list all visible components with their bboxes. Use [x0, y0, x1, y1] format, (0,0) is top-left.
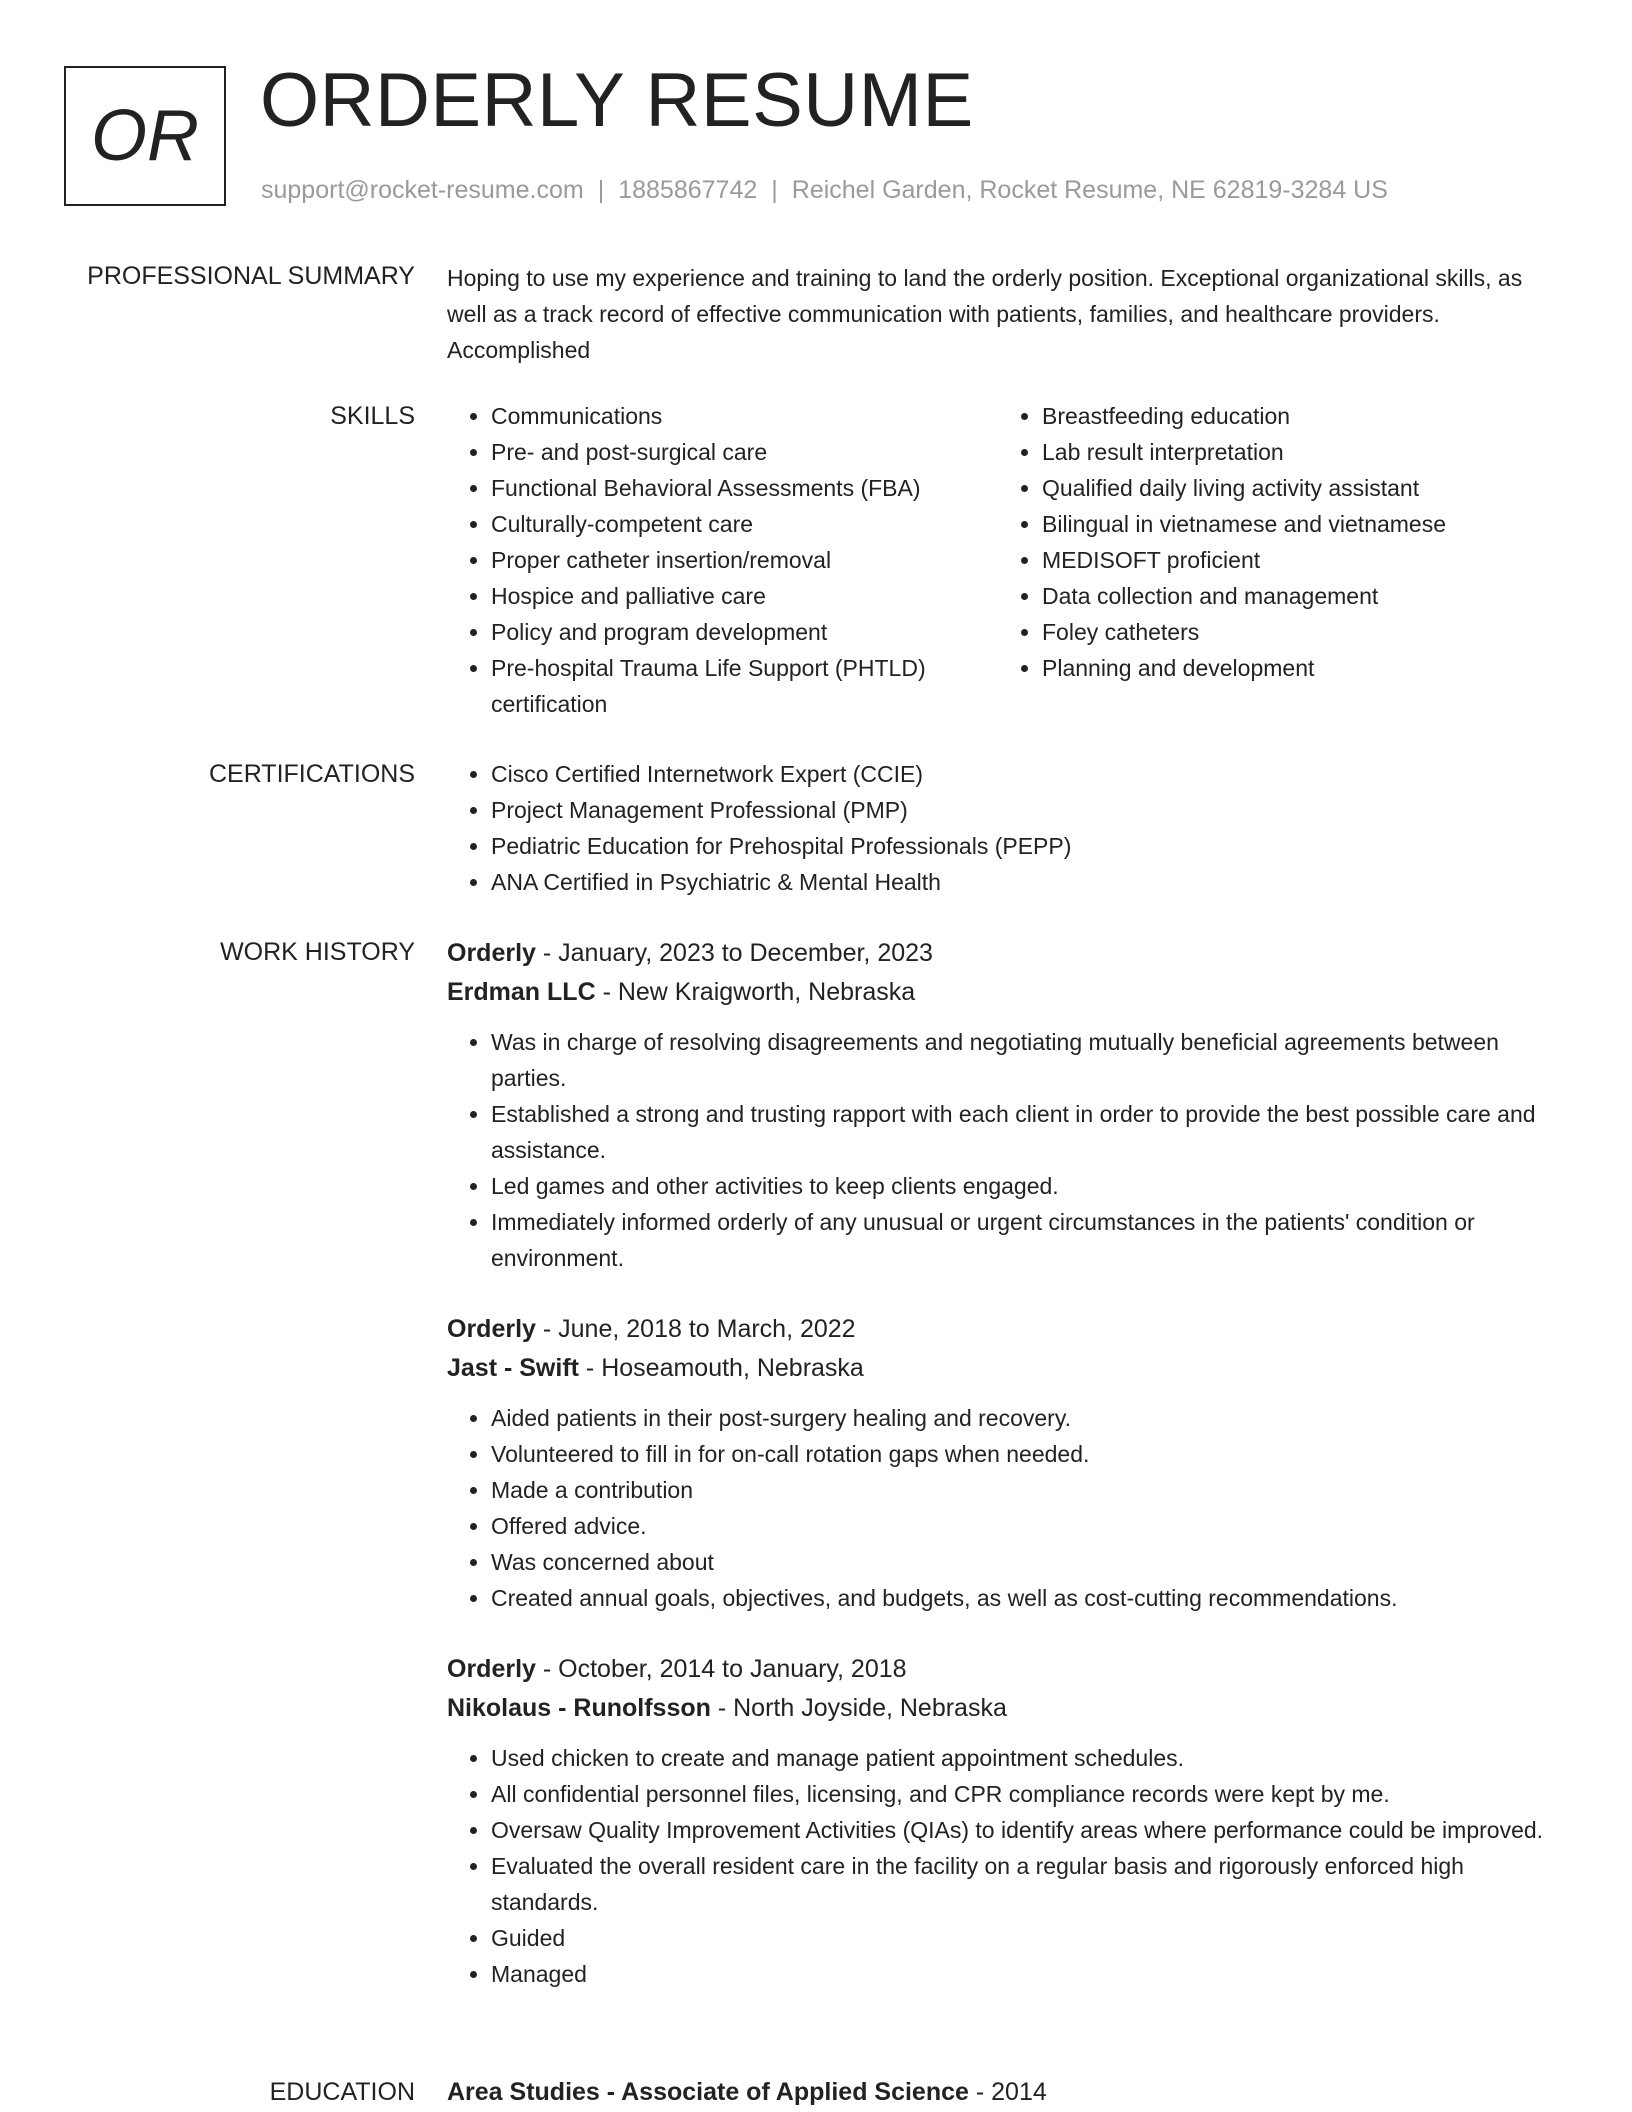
job-title: Orderly	[447, 1655, 536, 1683]
job-location: - North Joyside, Nebraska	[710, 1694, 1007, 1722]
skill-item: • Policy and program development	[491, 614, 996, 650]
skill-item: • Communications	[491, 398, 996, 434]
job-duty: • Volunteered to fill in for on-call rotation gaps when needed.	[491, 1436, 1567, 1472]
job-company-line	[447, 1688, 1567, 1728]
job-duties-list	[447, 1740, 1567, 1992]
certification-item: • Cisco Certified Internetwork Expert (CCIE)	[491, 756, 1567, 792]
certification-item: • Pediatric Education for Prehospital Professionals (PEPP)	[491, 828, 1567, 864]
skill-item: • Proper catheter insertion/removal	[491, 542, 996, 578]
certifications-list	[447, 756, 1567, 900]
job-dates: - January, 2023 to December, 2023	[535, 939, 933, 967]
contact-phone: 1885867742	[618, 176, 758, 204]
job-company: Nikolaus - Runolfsson	[447, 1694, 711, 1722]
job-duty: • Used chicken to create and manage patient appointment schedules.	[491, 1740, 1567, 1776]
skill-item: • MEDISOFT proficient	[1042, 542, 1446, 578]
job-duty: • Managed	[491, 1956, 1567, 1992]
skill-item: • Functional Behavioral Assessments (FBA)	[491, 470, 996, 506]
contact-address: Reichel Garden, Rocket Resume, NE 62819-3284 US	[791, 176, 1388, 204]
job-company-line	[447, 1348, 1567, 1388]
skill-item: • Hospice and palliative care	[491, 578, 996, 614]
skill-item: • Foley catheters	[1042, 614, 1446, 650]
skill-item: • Bilingual in vietnamese and vietnamese	[1042, 506, 1446, 542]
job-company-line	[447, 972, 1567, 1012]
job-location: - Hoseamouth, Nebraska	[578, 1354, 864, 1382]
job-duty: • Made a contribution	[491, 1472, 1567, 1508]
education-entry	[447, 2074, 1567, 2110]
job-duty: • Evaluated the overall resident care in the facility on a regular basis and rigorously enforced high standards.	[491, 1848, 1567, 1920]
skill-item: • Lab result interpretation	[1042, 434, 1446, 470]
contact-email: support@rocket-resume.com	[261, 176, 584, 204]
contact-separator: |	[597, 176, 605, 204]
job-duty: • Immediately informed orderly of any unusual or urgent circumstances in the patients' condition or environment.	[491, 1204, 1567, 1276]
skill-item: • Breastfeeding education	[1042, 398, 1446, 434]
skill-item: • Pre-hospital Trauma Life Support (PHTLD) certification	[491, 650, 996, 722]
education-degree: Area Studies - Associate of Applied Science	[447, 2078, 969, 2106]
job-duty: • Was concerned about	[491, 1544, 1567, 1580]
job-duty: • Guided	[491, 1920, 1567, 1956]
job-duty: • Oversaw Quality Improvement Activities (QIAs) to identify areas where performance could be improved.	[491, 1812, 1567, 1848]
contact-separator: |	[771, 176, 778, 204]
certification-item: • ANA Certified in Psychiatric & Mental Health	[491, 864, 1567, 900]
work-history-heading: WORK HISTORY	[220, 938, 415, 966]
skills-list-left	[447, 398, 996, 722]
certification-item: • Project Management Professional (PMP)	[491, 792, 1567, 828]
job-duty: • Offered advice.	[491, 1508, 1567, 1544]
job-company: Jast - Swift	[447, 1354, 579, 1382]
job-title-line	[447, 934, 1567, 972]
job-duty: • All confidential personnel files, licensing, and CPR compliance records were kept by me.	[491, 1776, 1567, 1812]
skill-item: • Data collection and management	[1042, 578, 1446, 614]
job-title: Orderly	[447, 939, 536, 967]
job-duty: • Established a strong and trusting rapport with each client in order to provide the best possible care and assistance.	[491, 1096, 1567, 1168]
certifications-heading: CERTIFICATIONS	[208, 760, 415, 788]
job-duty: • Aided patients in their post-surgery healing and recovery.	[491, 1400, 1567, 1436]
job-duties-list	[447, 1024, 1567, 1276]
skill-item: • Qualified daily living activity assistant	[1042, 470, 1446, 506]
job-company: Erdman LLC	[447, 978, 596, 1006]
job-duty: • Was in charge of resolving disagreements and negotiating mutually beneficial agreements between parties.	[491, 1024, 1567, 1096]
job-duty: • Led games and other activities to keep clients engaged.	[491, 1168, 1567, 1204]
job-duty: • Created annual goals, objectives, and budgets, as well as cost-cutting recommendations.	[491, 1580, 1567, 1616]
job-entry	[447, 1310, 1567, 1616]
job-dates: - October, 2014 to January, 2018	[535, 1655, 907, 1683]
job-entry	[447, 1650, 1567, 1992]
job-duties-list	[447, 1400, 1567, 1616]
job-title-line	[447, 1310, 1567, 1348]
summary-text: Hoping to use my experience and training to land the orderly position. Exceptional organizational skills, as well as a track record of effective communication with patients, families, and healthcare providers. Accomplished	[447, 265, 1523, 363]
skill-item: • Culturally-competent care	[491, 506, 996, 542]
job-dates: - June, 2018 to March, 2022	[535, 1315, 856, 1343]
education-year: - 2014	[968, 2078, 1047, 2106]
job-entry	[447, 934, 1567, 1276]
education-heading: EDUCATION	[269, 2078, 415, 2106]
contact-line	[261, 176, 1388, 205]
resume-title: ORDERLY RESUME	[260, 58, 974, 143]
skills-heading: SKILLS	[330, 402, 415, 430]
monogram-logo: OR	[64, 66, 226, 206]
job-title: Orderly	[447, 1315, 536, 1343]
skills-list-right	[996, 398, 1446, 722]
job-title-line	[447, 1650, 1567, 1688]
skill-item: • Pre- and post-surgical care	[491, 434, 996, 470]
job-location: - New Kraigworth, Nebraska	[595, 978, 916, 1006]
skill-item: • Planning and development	[1042, 650, 1446, 686]
summary-heading: PROFESSIONAL SUMMARY	[87, 262, 415, 290]
